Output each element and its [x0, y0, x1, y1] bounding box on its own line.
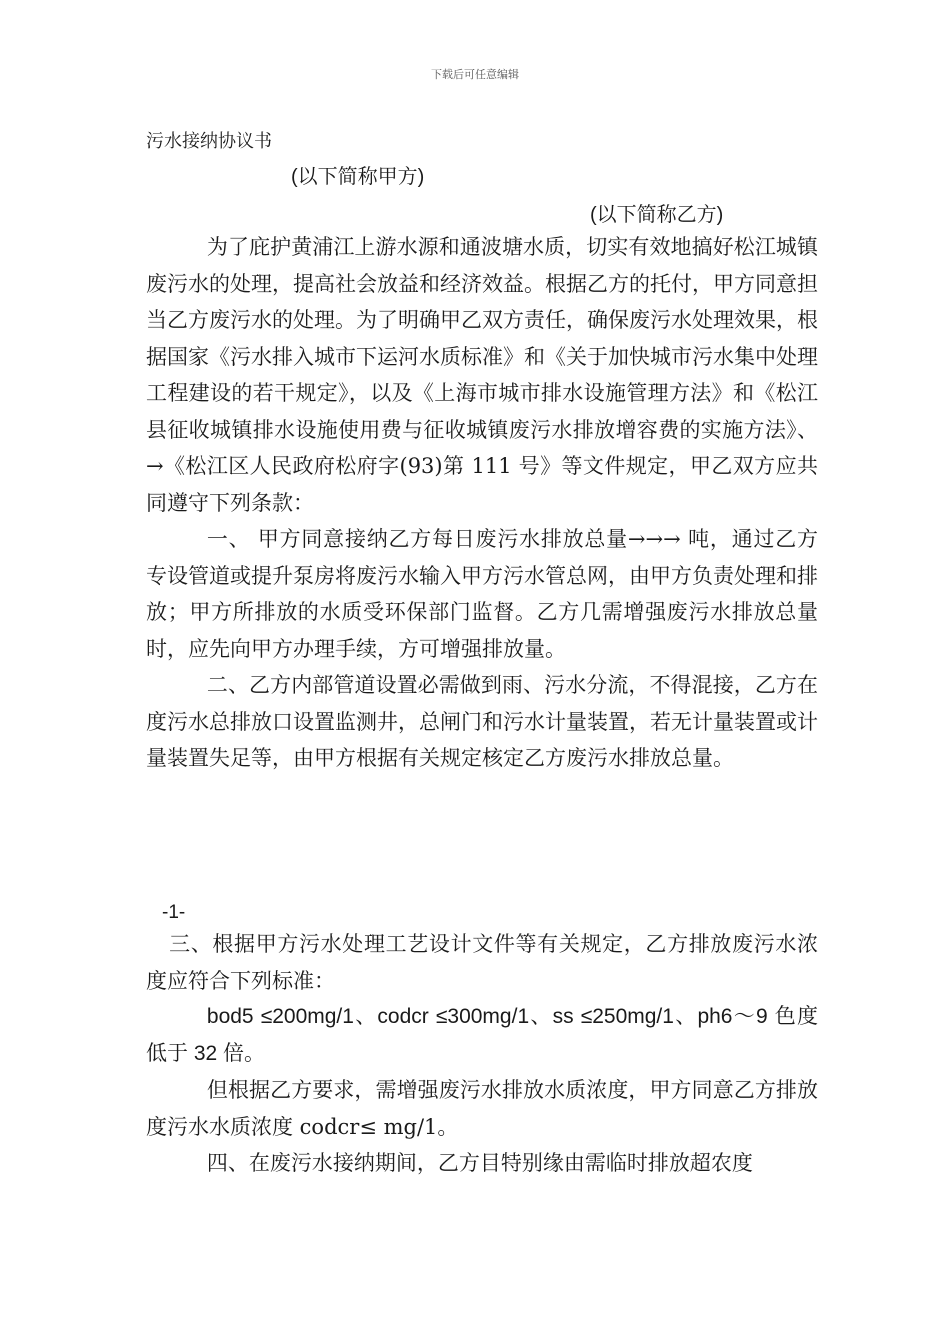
page-number: -1-: [162, 902, 186, 923]
party-b-line: (以下简称乙方): [590, 204, 724, 226]
paragraph-concentration: 但根据乙方要求，需增强废污水排放水质浓度，甲方同意乙方排放度污水水质浓度 codcr≤ mg/1。: [146, 1078, 818, 1139]
paragraph-clause-2: 二、乙方内部管道设置必需做到雨、污水分流，不得混接，乙方在度污水总排放口设置监测井，总闸门和污水计量装置，若无计量装置或计量装置失足等，由甲方根据有关规定核定乙方废污水排放总量。: [146, 673, 818, 770]
document-title: 污水接纳协议书: [146, 131, 272, 152]
paragraph-clause-4: 四、在废污水接纳期间，乙方目特别缘由需临时排放超农度: [206, 1151, 753, 1175]
header-note: 下载后可任意编辑: [431, 68, 519, 81]
page-1-body: [146, 229, 818, 777]
paragraph-clause-3: 三、根据甲方污水处理工艺设计文件等有关规定，乙方排放废污水浓度应符合下列标准：: [146, 932, 818, 993]
paragraph-standards: bod5 ≤200mg/1、codcr ≤300mg/1、ss ≤250mg/1、ph6～9 色度低于 32 倍。: [146, 1005, 818, 1065]
paragraph-preamble: 为了庇护黄浦江上游水源和通波塘水质，切实有效地搞好松江城镇废污水的处理，提高社会放益和经济效益。根据乙方的托付，甲方同意担当乙方废污水的处理。为了明确甲乙双方责任，确保废污水处理效果，根据国家《污水排入城市下运河水质标准》和《关于加快城市污水集中处理工程建设的若干规定》，以及《上海市城市排水设施管理方法》和《松江县征收城镇排水设施使用费与征收城镇废污水排放增容费的实施方法》、→《松江区人民政府松府字(93)第 111 号》等文件规定，甲乙双方应共同遵守下列条款：: [146, 235, 818, 515]
page-2-body: [146, 926, 818, 1182]
paragraph-clause-1: 一、 甲方同意接纳乙方每日废污水排放总量→→→ 吨，通过乙方专设管道或提升泵房将废污水输入甲方污水管总网，由甲方负责处理和排放；甲方所排放的水质受环保部门监督。乙方几需增强废污水排放总量时，应先向甲方办理手续，方可增强排放量。: [146, 527, 818, 661]
party-a-line: (以下简称甲方): [291, 166, 425, 188]
